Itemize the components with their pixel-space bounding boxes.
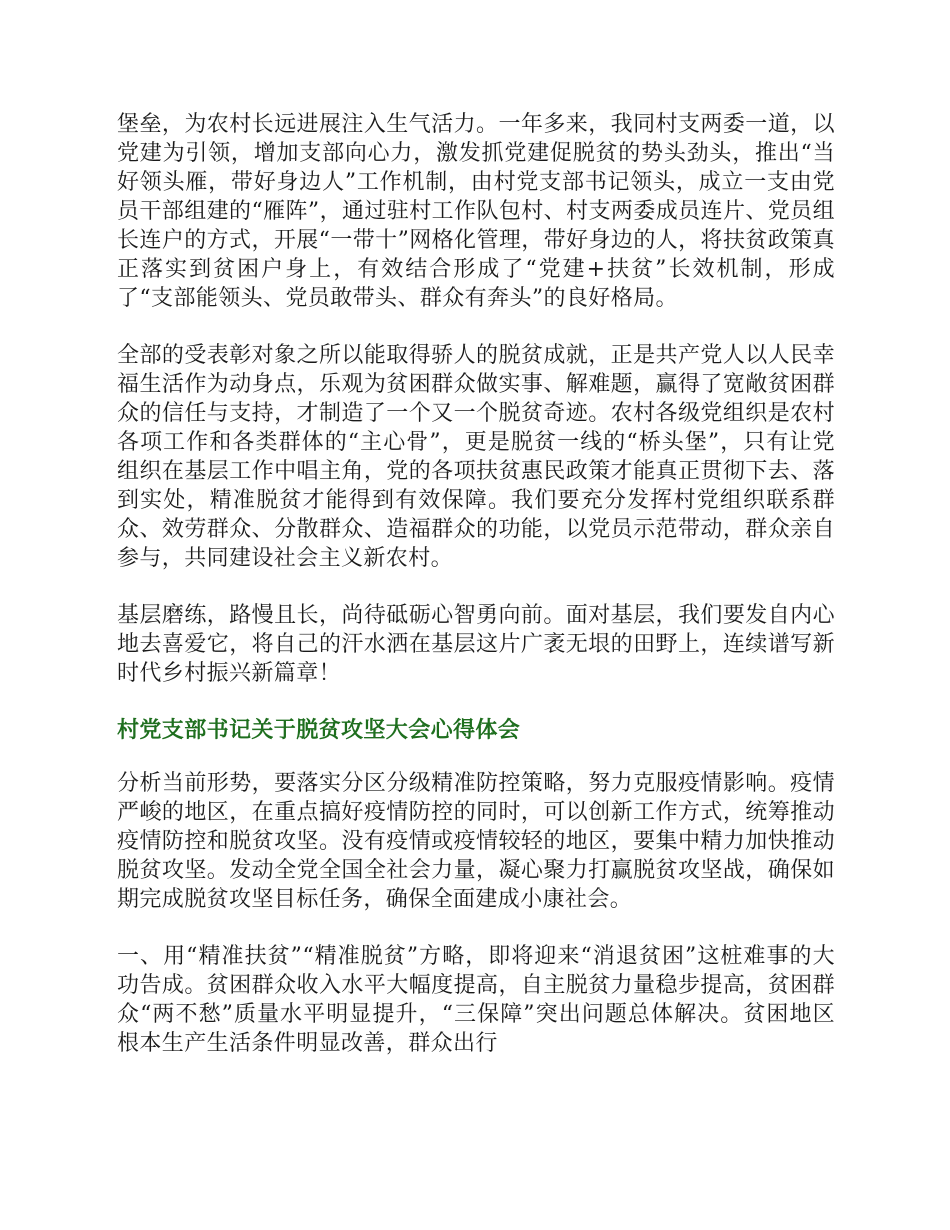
paragraph-situation-analysis: 分析当前形势，要落实分区分级精准防控策略，努力克服疫情影响。疫情严峻的地区，在重点搞好疫情防控的同时，可以创新工作方式，统筹推动疫情防控和脱贫攻坚。没有疫情或疫情较轻的地区，要集中精力加快推动脱贫攻坚。发动全党全国全社会力量，凝心聚力打赢脱贫攻坚战，确保如期完成脱贫攻坚目标任务，确保全面建成小康社会。: [117, 771, 835, 912]
section-heading: 村党支部书记关于脱贫攻坚大会心得体会: [117, 717, 521, 743]
paragraph-point-one: 一、用“精准扶贫”“精准脱贫”方略，即将迎来“消退贫困”这桩难事的大功告成。贫困群众收入水平大幅度提高，自主脱贫力量稳步提高，贫困群众“两不愁”质量水平明显提升，“三保障”突出问题总体解决。贫困地区根本生产生活条件明显改善，群众出行: [117, 944, 835, 1056]
paragraph-commendation: 全部的受表彰对象之所以能取得骄人的脱贫成就，正是共产党人以人民幸福生活作为动身点，乐观为贫困群众做实事、解难题，赢得了宽敞贫困群众的信任与支持，才制造了一个又一个脱贫奇迹。农村各级党组织是农村各项工作和各类群体的“主心骨”，更是脱贫一线的“桥头堡”，只有让党组织在基层工作中唱主角，党的各项扶贫惠民政策才能真正贯彻下去、落到实处，精准脱贫才能得到有效保障。我们要充分发挥村党组织联系群众、效劳群众、分散群众、造福群众的功能，以党员示范带动，群众亲自参与，共同建设社会主义新农村。: [117, 343, 835, 571]
paragraph-party-building: 堡垒，为农村长远进展注入生气活力。一年多来，我同村支两委一道，以党建为引领，增加支部向心力，激发抓党建促脱贫的势头劲头，推出“当好领头雁，带好身边人”工作机制，由村党支部书记领头，成立一支由党员干部组建的“雁阵”，通过驻村工作队包村、村支两委成员连片、党员组长连户的方式，开展“一带十”网格化管理，带好身边的人，将扶贫政策真正落实到贫困户身上，有效结合形成了“党建+扶贫”长效机制，形成了“支部能领头、党员敢带头、群众有奔头”的良好格局。: [117, 112, 835, 311]
document-body: [117, 110, 835, 1086]
paragraph-grassroots: 基层磨练，路慢且长，尚待砥砺心智勇向前。面对基层，我们要发自内心地去喜爱它，将自己的汗水洒在基层这片广袤无垠的田野上，连续谱写新时代乡村振兴新篇章！: [117, 603, 835, 686]
